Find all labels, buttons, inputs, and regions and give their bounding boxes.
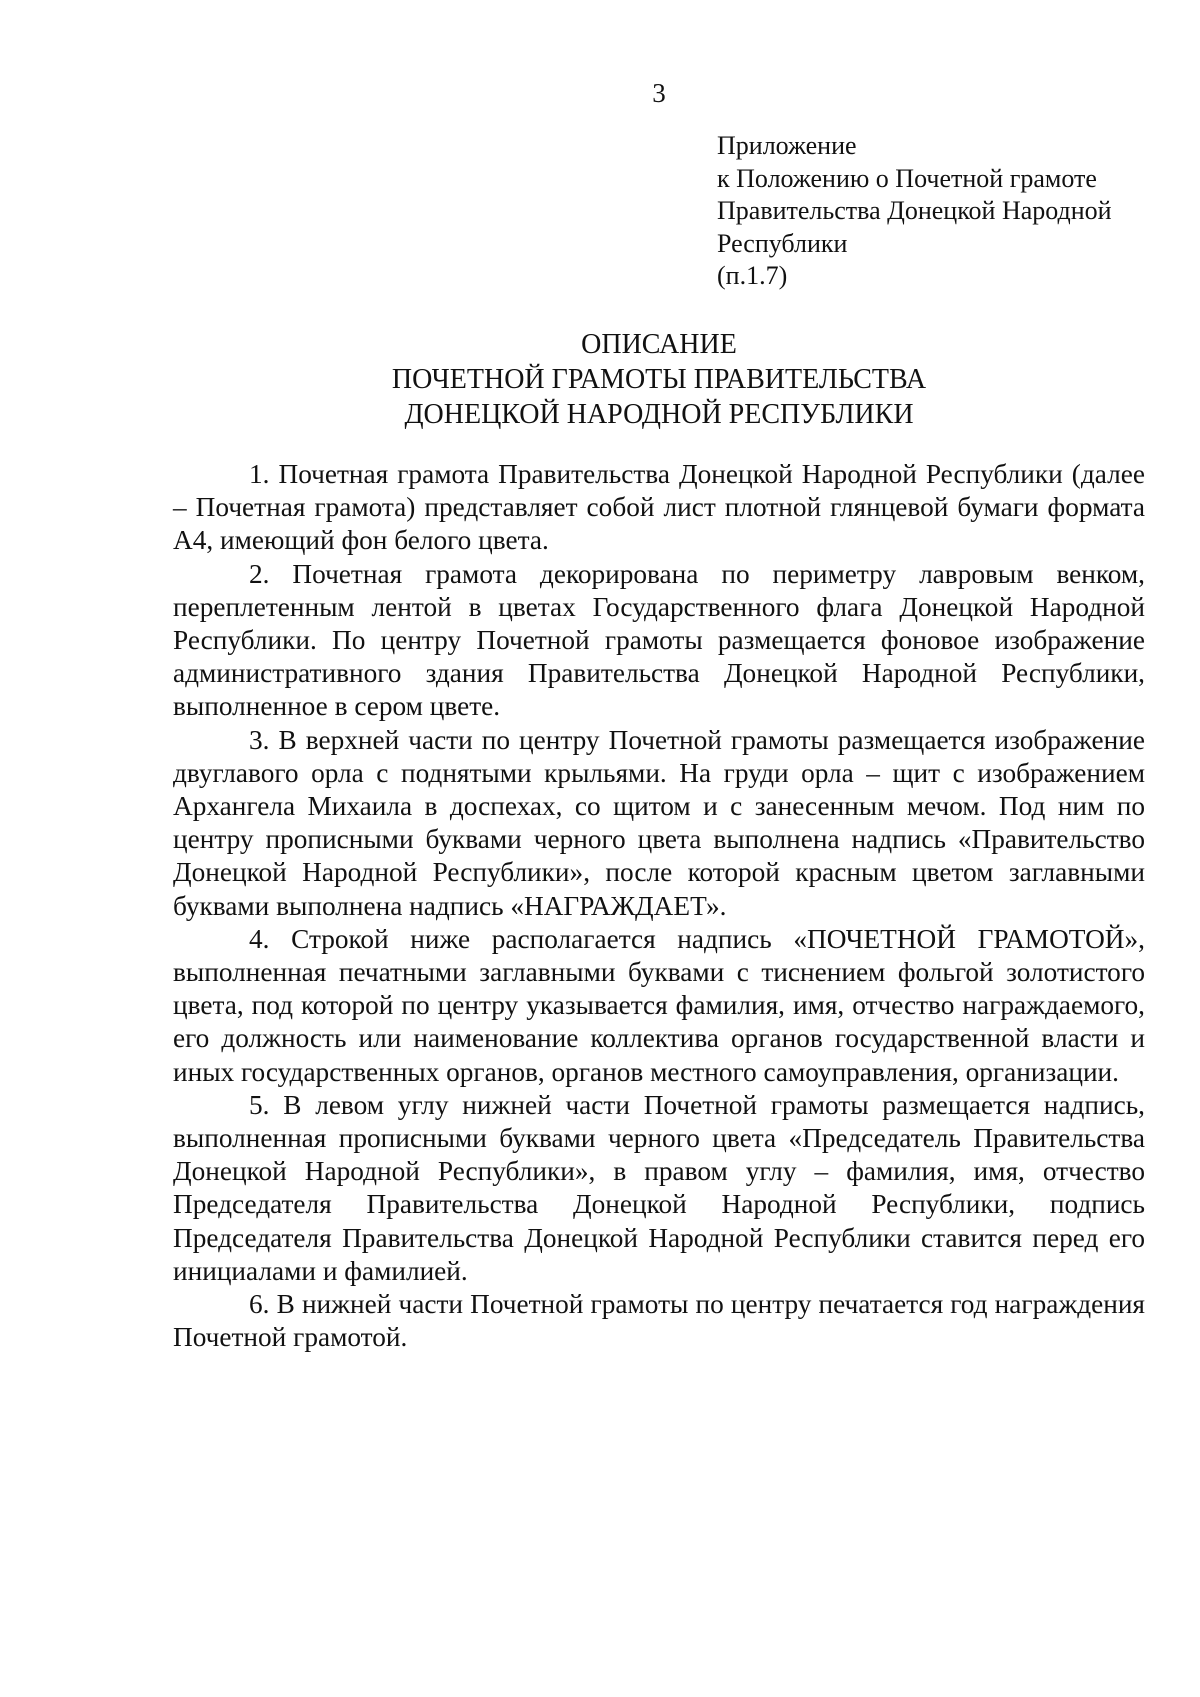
annex-line: к Положению о Почетной грамоте [717, 163, 1097, 193]
paragraph-5: 5. В левом углу нижней части Почетной грамоты размещается надпись, выполненная прописными буквами черного цвета «Председатель Правительства Донецкой Народной Республики», в правом углу – фамилия, имя, отчество Председателя Правительства Донецкой Народной Республики, подпись Председателя Правительства Донецкой Народной Республики ставится перед его инициалами и фамилией. [173, 1089, 1145, 1286]
document-title [170, 327, 1148, 432]
paragraph-6: 6. В нижней части Почетной грамоты по центру печатается год награждения Почетной грамотой. [173, 1289, 1145, 1353]
document-body [173, 458, 1145, 1354]
paragraph-3: 3. В верхней части по центру Почетной грамоты размещается изображение двуглавого орла с поднятыми крыльями. На груди орла – щит с изображением Архангела Михаила в доспехах, со щитом и с занесенным мечом. Под ним по центру прописными буквами черного цвета выполнена надпись «Правительство Донецкой Народной Республики», после которой красным цветом заглавными буквами выполнена надпись «НАГРАЖДАЕТ». [173, 724, 1145, 921]
paragraph-1: 1. Почетная грамота Правительства Донецкой Народной Республики (далее – Почетная грамота) представляет собой лист плотной глянцевой бумаги формата А4, имеющий фон белого цвета. [173, 459, 1145, 556]
page-number: 3 [652, 78, 666, 108]
annex-line: Правительства Донецкой Народной [717, 196, 1112, 225]
annex-block [717, 130, 1157, 293]
title-line: ДОНЕЦКОЙ НАРОДНОЙ РЕСПУБЛИКИ [404, 399, 914, 430]
title-line: ПОЧЕТНОЙ ГРАМОТЫ ПРАВИТЕЛЬСТВА [391, 364, 927, 395]
paragraph-4: 4. Строкой ниже располагается надпись «ПОЧЕТНОЙ ГРАМОТОЙ», выполненная печатными заглавными буквами с тиснением фольгой золотистого цвета, под которой по центру указывается фамилия, имя, отчество награждаемого, его должность или наименование коллектива органов государственной власти и иных государственных органов, органов местного самоуправления, организации. [173, 923, 1145, 1087]
annex-line: Республики [717, 228, 848, 258]
annex-line: (п.1.7) [717, 261, 788, 290]
title-line: ОПИСАНИЕ [581, 329, 737, 360]
paragraph-2: 2. Почетная грамота декорирована по периметру лавровым венком, переплетенным лентой в цветах Государственного флага Донецкой Народной Республики. По центру Почетной грамоты размещается фоновое изображение административного здания Правительства Донецкой Народной Республики, выполненное в сером цвете. [173, 558, 1145, 722]
annex-line: Приложение [717, 131, 857, 160]
